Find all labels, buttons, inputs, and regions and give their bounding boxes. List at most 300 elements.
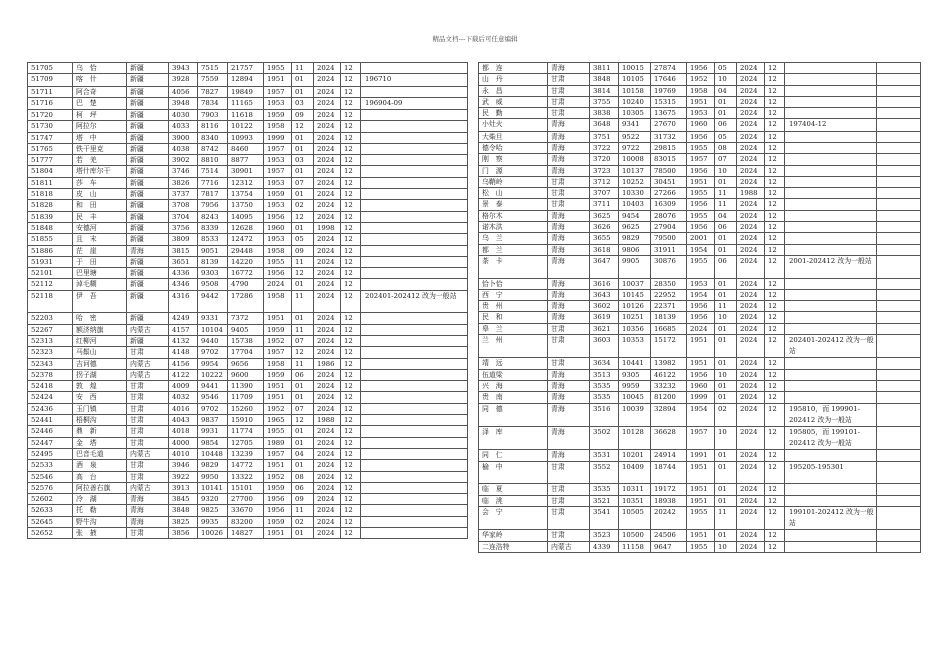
table-cell: 3809 [169, 234, 198, 245]
table-cell: 3948 [169, 97, 198, 109]
table-cell: 1955 [264, 63, 292, 74]
table-cell: 12 [341, 415, 361, 426]
table-cell: 12 [765, 233, 785, 244]
table-cell: 15260 [228, 403, 264, 414]
table-row [479, 484, 921, 495]
table-cell: 2024 [737, 278, 765, 289]
table-cell: 12 [765, 142, 785, 153]
table-row [28, 527, 468, 538]
table-cell: 2024 [314, 381, 341, 392]
table-cell: 2024 [314, 132, 341, 143]
table-row [28, 279, 468, 290]
table-cell: 51848 [28, 222, 73, 233]
table-cell: 12 [341, 527, 361, 538]
table-cell-empty [877, 222, 921, 233]
table-cell: 09 [292, 110, 314, 121]
table-cell: 青海 [548, 222, 590, 233]
table-cell: 松 山 [479, 188, 548, 199]
table-cell: 2024 [737, 165, 765, 176]
table-row [479, 381, 921, 392]
table-cell: 甘肃 [548, 358, 590, 369]
table-cell: 2024 [737, 495, 765, 506]
table-cell-empty [877, 381, 921, 392]
table-cell: 9454 [619, 210, 651, 221]
table-cell: 甘肃 [127, 426, 169, 437]
page-header: 精品文档---下载后可任意编辑 [432, 35, 518, 43]
table-cell: 46122 [651, 369, 687, 380]
table-cell: 9441 [198, 381, 228, 392]
table-cell: 新疆 [127, 121, 169, 132]
table-cell: 青海 [548, 63, 590, 74]
table-cell: 3655 [590, 233, 619, 244]
table-cell: 12 [341, 426, 361, 437]
table-cell [361, 448, 468, 459]
table-cell [361, 234, 468, 245]
table-cell: 10 [715, 541, 737, 552]
table-cell: 12 [341, 347, 361, 358]
table-cell: 托 勒 [73, 505, 127, 516]
table-cell: 9331 [198, 313, 228, 324]
table-cell [361, 211, 468, 222]
table-cell: 甘肃 [127, 392, 169, 403]
table-cell: 2024 [264, 279, 292, 290]
table-cell: 新疆 [127, 313, 169, 324]
table-cell: 9825 [198, 505, 228, 516]
table-cell: 13750 [228, 200, 264, 211]
table-row [28, 63, 468, 74]
table-cell: 青海 [548, 312, 590, 323]
table-cell: 1958 [264, 245, 292, 256]
table-cell: 7716 [198, 177, 228, 188]
table-cell: 12 [292, 268, 314, 279]
table-row [28, 234, 468, 245]
table-cell: 01 [292, 86, 314, 97]
table-cell: 1956 [687, 63, 715, 74]
table-cell: 9954 [198, 358, 228, 369]
table-cell: 2024 [737, 176, 765, 187]
table-cell: 1956 [687, 369, 715, 380]
table-cell: 01 [292, 222, 314, 233]
table-cell: 10045 [619, 392, 651, 403]
table-cell: 3943 [169, 63, 198, 74]
table-cell: 临 洮 [479, 495, 548, 506]
table-cell: 7515 [198, 63, 228, 74]
table-cell: 12 [765, 85, 785, 96]
table-cell: 12628 [228, 222, 264, 233]
table-cell: 2024 [737, 301, 765, 312]
table-cell: 1951 [264, 460, 292, 471]
table-cell [785, 289, 877, 300]
table-cell: 10137 [619, 165, 651, 176]
table-cell: 12 [341, 63, 361, 74]
table-cell: 2024 [314, 527, 341, 538]
table-row [479, 495, 921, 506]
table-cell-empty [877, 335, 921, 358]
table-row [479, 176, 921, 187]
table-cell: 青海 [127, 516, 169, 527]
table-cell [361, 482, 468, 493]
table-row [28, 392, 468, 403]
table-cell [785, 392, 877, 403]
table-row [479, 165, 921, 176]
table-cell: 52495 [28, 448, 73, 459]
table-cell: 2024 [737, 403, 765, 426]
table-cell: 2024 [737, 85, 765, 96]
table-cell [785, 96, 877, 107]
table-cell: 贵 南 [479, 392, 548, 403]
table-cell: 09 [292, 494, 314, 505]
table-cell [785, 131, 877, 142]
table-cell: 泽 库 [479, 427, 548, 450]
table-cell: 05 [715, 131, 737, 142]
table-cell: 乌 恰 [73, 63, 127, 74]
table-cell: 3708 [169, 200, 198, 211]
table-cell: 12 [341, 494, 361, 505]
table-cell: 3848 [169, 505, 198, 516]
table-cell: 2024 [737, 323, 765, 334]
table-cell: 01 [292, 132, 314, 143]
table-cell: 01 [715, 289, 737, 300]
table-cell [785, 278, 877, 289]
table-row [28, 290, 468, 313]
table-cell: 2024 [737, 154, 765, 165]
table-cell: 2001-202412 改为一般站 [785, 255, 877, 278]
table-cell: 01 [715, 176, 737, 187]
table-cell: 9625 [619, 222, 651, 233]
table-cell: 2024 [314, 143, 341, 154]
table-cell: 11 [292, 63, 314, 74]
table-cell [361, 177, 468, 188]
table-cell: 武 威 [479, 96, 548, 107]
table-cell: 12 [341, 256, 361, 267]
table-cell [361, 166, 468, 177]
table-cell-empty [877, 74, 921, 85]
table-cell: 12 [765, 154, 785, 165]
table-cell: 01 [292, 381, 314, 392]
table-cell: 喀 什 [73, 74, 127, 86]
table-cell: 31732 [651, 131, 687, 142]
table-row [479, 358, 921, 369]
table-cell: 1951 [687, 176, 715, 187]
table-cell: 2024 [314, 335, 341, 346]
table-cell: 10008 [619, 154, 651, 165]
table-cell: 若 羌 [73, 155, 127, 166]
table-row [28, 256, 468, 267]
table-cell: 3826 [169, 177, 198, 188]
table-cell: 78500 [651, 165, 687, 176]
table-cell: 高 台 [73, 471, 127, 482]
table-cell-empty [877, 142, 921, 153]
table-cell: 01 [715, 461, 737, 484]
table-cell: 2024 [314, 155, 341, 166]
table-cell: 11 [292, 324, 314, 335]
table-cell: 10330 [619, 188, 651, 199]
table-cell: 10351 [619, 495, 651, 506]
table-row [479, 289, 921, 300]
table-cell: 2024 [737, 450, 765, 461]
table-cell: 1952 [687, 74, 715, 85]
table-cell: 9722 [619, 142, 651, 153]
table-cell: 1954 [687, 289, 715, 300]
table-cell: 12 [765, 450, 785, 461]
table-cell: 15910 [228, 415, 264, 426]
table-cell: 52533 [28, 460, 73, 471]
table-cell: 9320 [198, 494, 228, 505]
table-row [479, 541, 921, 552]
table-cell: 01 [715, 323, 737, 334]
table-cell: 新疆 [127, 166, 169, 177]
table-cell: 51765 [28, 143, 73, 154]
table-cell [361, 256, 468, 267]
table-cell: 32894 [651, 403, 687, 426]
table-row [28, 121, 468, 132]
table-cell: 青海 [548, 244, 590, 255]
table-cell: 1991 [687, 450, 715, 461]
table-cell: 01 [292, 74, 314, 86]
table-cell: 12 [341, 222, 361, 233]
table-cell [361, 245, 468, 256]
table-cell: 51804 [28, 166, 73, 177]
table-cell: 52436 [28, 403, 73, 414]
table-cell: 12 [292, 415, 314, 426]
table-cell: 新疆 [127, 97, 169, 109]
table-cell: 12 [341, 268, 361, 279]
table-cell: 51811 [28, 177, 73, 188]
table-cell: 9051 [198, 245, 228, 256]
table-cell: 乌鞘岭 [479, 176, 548, 187]
table-cell: 51931 [28, 256, 73, 267]
table-cell: 01 [292, 392, 314, 403]
table-cell: 12 [765, 358, 785, 369]
table-cell: 11 [715, 301, 737, 312]
table-cell: 1953 [264, 155, 292, 166]
table-cell: 4043 [169, 415, 198, 426]
table-cell: 甘肃 [548, 85, 590, 96]
table-row [479, 74, 921, 85]
table-cell: 2024 [737, 289, 765, 300]
table-cell: 1960 [687, 381, 715, 392]
table-cell: 3502 [590, 427, 619, 450]
table-cell: 51747 [28, 132, 73, 143]
table-row [479, 369, 921, 380]
table-cell: 12 [341, 335, 361, 346]
table-cell [361, 132, 468, 143]
table-cell: 4316 [169, 290, 198, 313]
table-cell: 15738 [228, 335, 264, 346]
table-row [28, 369, 468, 380]
table-cell: 01 [715, 358, 737, 369]
table-cell: 10128 [619, 427, 651, 450]
table-cell: 1958 [264, 358, 292, 369]
table-cell-empty [877, 495, 921, 506]
table-cell [361, 279, 468, 290]
table-cell: 1956 [687, 199, 715, 210]
table-cell [785, 74, 877, 85]
table-row [28, 74, 468, 86]
table-row [28, 471, 468, 482]
table-cell: 11 [292, 256, 314, 267]
table-cell: 安德河 [73, 222, 127, 233]
table-cell: 52447 [28, 437, 73, 448]
table-cell: 2024 [314, 234, 341, 245]
table-row [28, 313, 468, 324]
table-cell: 永 昌 [479, 85, 548, 96]
table-cell: 10222 [198, 369, 228, 380]
table-cell: 196904-09 [361, 97, 468, 109]
table-cell: 新疆 [127, 177, 169, 188]
table-cell-empty [877, 188, 921, 199]
table-cell [785, 165, 877, 176]
table-cell: 2024 [314, 121, 341, 132]
table-cell: 新疆 [127, 143, 169, 154]
table-cell: 1986 [314, 358, 341, 369]
table-row [479, 403, 921, 426]
table-cell: 4157 [169, 324, 198, 335]
table-cell: 1953 [264, 177, 292, 188]
table-cell: 02 [292, 516, 314, 527]
table-cell: 12 [765, 119, 785, 131]
table-cell: 52323 [28, 347, 73, 358]
table-cell [361, 143, 468, 154]
table-row [28, 460, 468, 471]
table-cell: 30876 [651, 255, 687, 278]
table-cell: 1954 [687, 244, 715, 255]
table-cell: 30901 [228, 166, 264, 177]
table-cell: 12 [341, 110, 361, 121]
table-cell: 甘肃 [548, 176, 590, 187]
table-cell: 06 [292, 369, 314, 380]
table-cell-empty [877, 530, 921, 541]
table-cell [361, 110, 468, 121]
table-cell: 1956 [687, 165, 715, 176]
table-cell-empty [877, 484, 921, 495]
table-cell: 12 [341, 482, 361, 493]
table-cell: 52645 [28, 516, 73, 527]
table-cell: 12 [341, 86, 361, 97]
table-cell: 10158 [619, 85, 651, 96]
table-cell: 1952 [264, 403, 292, 414]
table-cell: 3619 [590, 312, 619, 323]
table-cell: 9702 [198, 347, 228, 358]
table-cell: 9647 [651, 541, 687, 552]
table-cell: 2024 [737, 506, 765, 529]
table-cell: 12 [292, 347, 314, 358]
table-cell: 2024 [314, 97, 341, 109]
table-cell: 阿拉善右旗 [73, 482, 127, 493]
table-cell: 13239 [228, 448, 264, 459]
table-cell: 11158 [619, 541, 651, 552]
table-cell: 3523 [590, 530, 619, 541]
table-cell: 1956 [264, 211, 292, 222]
table-cell: 1951 [687, 461, 715, 484]
table-cell: 2024 [314, 63, 341, 74]
table-cell: 52203 [28, 313, 73, 324]
table-cell: 青海 [548, 165, 590, 176]
table-cell [361, 516, 468, 527]
table-cell: 01 [292, 313, 314, 324]
table-cell: 01 [715, 278, 737, 289]
table-cell: 3647 [590, 255, 619, 278]
table-cell: 83200 [228, 516, 264, 527]
table-cell: 02 [292, 200, 314, 211]
table-cell: 12 [292, 211, 314, 222]
table-cell: 2024 [314, 516, 341, 527]
table-cell: 11 [715, 188, 737, 199]
table-cell [785, 358, 877, 369]
table-cell: 新疆 [127, 86, 169, 97]
table-cell: 1955 [687, 541, 715, 552]
table-cell: 10104 [198, 324, 228, 335]
table-cell: 2024 [314, 324, 341, 335]
table-cell: 33670 [228, 505, 264, 516]
table-cell: 新疆 [127, 222, 169, 233]
table-row [28, 516, 468, 527]
table-cell [785, 108, 877, 119]
table-cell [361, 437, 468, 448]
table-cell: 03 [292, 155, 314, 166]
table-cell: 2024 [314, 279, 341, 290]
table-row [479, 96, 921, 107]
table-cell: 新疆 [127, 268, 169, 279]
table-cell: 榆 中 [479, 461, 548, 484]
table-row [479, 530, 921, 541]
table-cell [785, 63, 877, 74]
table-cell: 01 [715, 96, 737, 107]
table-cell: 03 [292, 97, 314, 109]
table-cell: 11 [715, 199, 737, 210]
table-cell: 15101 [228, 482, 264, 493]
table-row [28, 268, 468, 279]
table-cell: 14095 [228, 211, 264, 222]
table-cell: 青海 [548, 255, 590, 278]
table-cell: 3751 [590, 131, 619, 142]
table-cell: 1957 [264, 448, 292, 459]
table-cell: 1951 [264, 74, 292, 86]
table-cell: 青海 [548, 301, 590, 312]
table-cell: 1951 [264, 392, 292, 403]
table-cell: 皋 兰 [479, 323, 548, 334]
table-cell: 9600 [228, 369, 264, 380]
table-cell: 51709 [28, 74, 73, 86]
table-row [28, 245, 468, 256]
table-cell: 3814 [590, 85, 619, 96]
table-cell: 青海 [548, 154, 590, 165]
table-cell: 11618 [228, 110, 264, 121]
table-cell: 12 [765, 244, 785, 255]
table-cell: 51777 [28, 155, 73, 166]
table-cell: 1955 [264, 426, 292, 437]
table-cell: 10201 [619, 450, 651, 461]
table-cell: 01 [292, 166, 314, 177]
table-cell: 52576 [28, 482, 73, 493]
table-cell [785, 530, 877, 541]
table-cell: 铁干里克 [73, 143, 127, 154]
table-cell: 1956 [264, 268, 292, 279]
table-cell: 4016 [169, 403, 198, 414]
table-cell: 西 宁 [479, 289, 548, 300]
table-cell: 12 [765, 255, 785, 278]
table-cell: 8460 [228, 143, 264, 154]
table-cell: 2024 [737, 381, 765, 392]
table-cell: 1951 [687, 335, 715, 358]
table-cell: 12 [765, 495, 785, 506]
table-cell [785, 210, 877, 221]
table-row [479, 450, 921, 461]
table-cell: 3928 [169, 74, 198, 86]
table-cell: 内蒙古 [548, 541, 590, 552]
table-cell: 皮 山 [73, 189, 127, 200]
table-cell: 1965 [264, 415, 292, 426]
